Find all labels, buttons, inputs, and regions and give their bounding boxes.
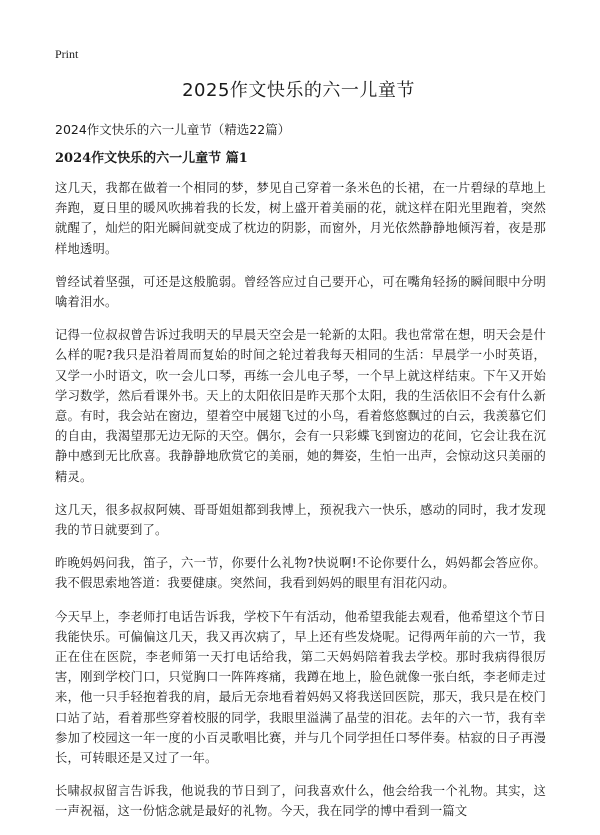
- paragraph: 长啸叔叔留言告诉我，他说我的节日到了，问我喜欢什么，他会给我一个礼物。其实，这一声祝福，这一份惦念就是最好的礼物。今天，我在同学的博中看到一篇文: [55, 784, 546, 819]
- document-subtitle: 2024作文快乐的六一儿童节（精选22篇）: [55, 122, 291, 137]
- paragraph: 这几天，我都在做着一个相同的梦，梦见自己穿着一条米色的长裙，在一片碧绿的草地上奔跑，夏日里的暖风吹拂着我的长发，树上盛开着美丽的花，就这样在阳光里跑着，突然就醒了，灿烂的阳光瞬间就变成了枕边的阴影，而窗外，月光依然静静地倾泻着，夜是那样地透明。: [55, 181, 546, 256]
- page-title: 2025作文快乐的六一儿童节: [182, 80, 415, 101]
- paragraph: 这几天，很多叔叔阿姨、哥哥姐姐都到我博上，预祝我六一快乐，感动的同时，我才发现我的节日就要到了。: [55, 502, 546, 538]
- paragraph: 曾经试着坚强，可还是这般脆弱。曾经答应过自己要开心，可在嘴角轻扬的瞬间眼中分明噙着泪水。: [55, 274, 546, 310]
- print-link[interactable]: Print: [55, 47, 79, 61]
- article-body: [55, 178, 546, 835]
- paragraph: 记得一位叔叔曾告诉过我明天的早晨天空会是一轮新的太阳。我也常常在想，明天会是什么样的呢?我只是沿着周而复始的时间之轮过着我每天相同的生活：早晨学一小时英语，又学一小时语文，吹一会儿口琴，再练一会儿电子琴，一个早上就这样结束。下午又开始学习数学，然后看课外书。天上的太阳依旧是昨天那个太阳，我的生活依旧不会有什么新意。有时，我会站在窗边，望着空中展翅飞过的小鸟，看着悠悠飘过的白云，我羡慕它们的自由，我渴望那无边无际的天空。偶尔，会有一只彩蝶飞到窗边的花间，它会让我在沉静中感到无比欣喜。我静静地欣赏它的美丽，她的舞姿，生怕一出声，会惊动这只美丽的精灵。: [55, 328, 546, 484]
- paragraph: 昨晚妈妈问我，笛子，六一节，你要什么礼物?快说啊!不论你要什么，妈妈都会答应你。我不假思索地答道：我要健康。突然间，我看到妈妈的眼里有泪花闪动。: [55, 556, 546, 591]
- section-heading: 2024作文快乐的六一儿童节 篇1: [55, 151, 248, 166]
- paragraph: 今天早上，李老师打电话告诉我，学校下午有活动，他希望我能去观看，他希望这个节日我能快乐。可偏偏这几天，我又再次病了，早上还有些发烧呢。记得两年前的六一节，我正在住在医院，李老师第一天打电话给我，第二天妈妈陪着我去学校。那时我病得很厉害，刚到学校门口，只觉胸口一阵阵疼痛，我蹲在地上，脸色就像一张白纸，李老师走过来，他一只手轻抱着我的肩，最后无奈地看着妈妈又将我送回医院，那天，我只是在校门口站了站，看着那些穿着校服的同学，我眼里溢满了晶莹的泪花。去年的六一节，我有幸参加了校园这一年一度的小百灵歌唱比赛，并与几个同学担任口琴伴奏。枯寂的日子再漫长，可转眼还是又过了一年。: [55, 609, 546, 766]
